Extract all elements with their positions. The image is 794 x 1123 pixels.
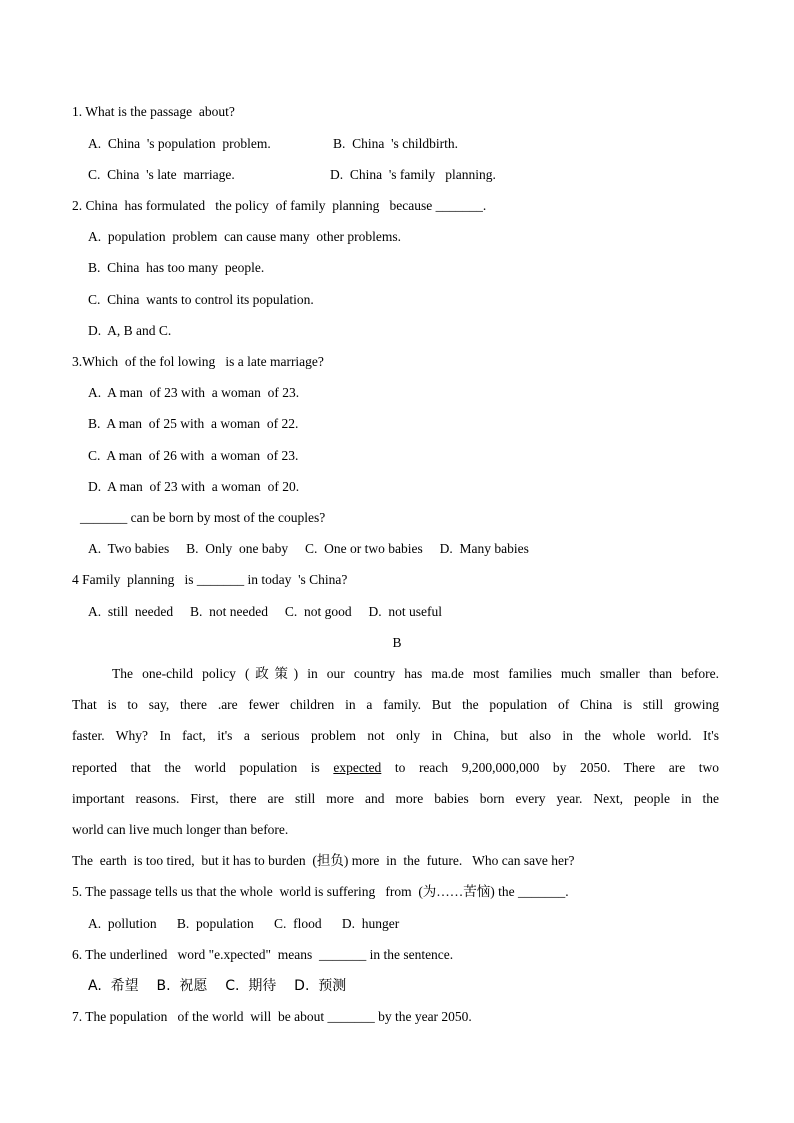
- passage-line-1: The one-child policy (政策) in our country has ma.de most families much smaller than before.: [112, 666, 719, 681]
- passage-line-2: That is to say, there .are fewer children in a family. But the population of China is still growing: [72, 697, 719, 712]
- question-6-stem: 6. The underlined word "e.xpected" means _______ in the sentence.: [72, 947, 454, 962]
- passage-line-4-end: to reach 9,200,000,000 by 2050. There are two: [381, 760, 719, 775]
- question-6-options: A. 希望 B. 祝愿 C. 期待 D. 预测: [88, 978, 347, 994]
- section-b-heading: B: [392, 635, 402, 650]
- question-babies-options: A. Two babies B. Only one baby C. One or two babies D. Many babies: [88, 541, 529, 556]
- question-3-option-a: A. A man of 23 with a woman of 23.: [88, 385, 300, 400]
- question-1-option-a: A. China 's population problem.: [88, 136, 271, 151]
- underlined-word-expected: expected: [333, 760, 382, 775]
- question-1-option-d: D. China 's family planning.: [330, 167, 496, 182]
- question-4-options: A. still needed B. not needed C. not good D. not useful: [88, 604, 442, 619]
- passage-line-4: [72, 759, 719, 777]
- question-2-stem: 2. China has formulated the policy of family planning because _______.: [72, 198, 487, 213]
- passage-line-3: faster. Why? In fact, it's a serious problem not only in China, but also in the whole world. It's: [72, 728, 719, 743]
- passage-line-5: important reasons. First, there are still more and more babies born every year. Next, people in the: [72, 791, 719, 806]
- question-3-option-b: B. A man of 25 with a woman of 22.: [88, 416, 299, 431]
- question-1-stem: 1. What is the passage about?: [72, 104, 235, 119]
- question-3-option-c: C. A man of 26 with a woman of 23.: [88, 448, 299, 463]
- question-1-option-c: C. China 's late marriage.: [88, 167, 235, 182]
- question-2-option-c: C. China wants to control its population.: [88, 292, 314, 307]
- question-3-option-d: D. A man of 23 with a woman of 20.: [88, 479, 300, 494]
- passage-line-6: world can live much longer than before.: [72, 822, 289, 837]
- question-5-options: A. pollution B. population C. flood D. hunger: [88, 916, 400, 931]
- question-2-option-a: A. population problem can cause many other problems.: [88, 229, 402, 244]
- question-3-stem: 3.Which of the fol lowing is a late marriage?: [72, 354, 324, 369]
- question-babies-stem: _______ can be born by most of the couples?: [80, 510, 326, 525]
- passage-line-4-start: reported that the world population is: [72, 760, 334, 775]
- question-2-option-b: B. China has too many people.: [88, 260, 265, 275]
- question-7-stem: 7. The population of the world will be about _______ by the year 2050.: [72, 1009, 472, 1024]
- question-1-option-b: B. China 's childbirth.: [333, 136, 459, 151]
- question-4-stem: 4 Family planning is _______ in today 's China?: [72, 572, 348, 587]
- passage-extra-line: The earth is too tired, but it has to burden (担负) more in the future. Who can save her?: [72, 853, 575, 868]
- question-5-stem: 5. The passage tells us that the whole world is suffering from (为……苦恼) the _______.: [72, 884, 569, 899]
- question-2-option-d: D. A, B and C.: [88, 323, 172, 338]
